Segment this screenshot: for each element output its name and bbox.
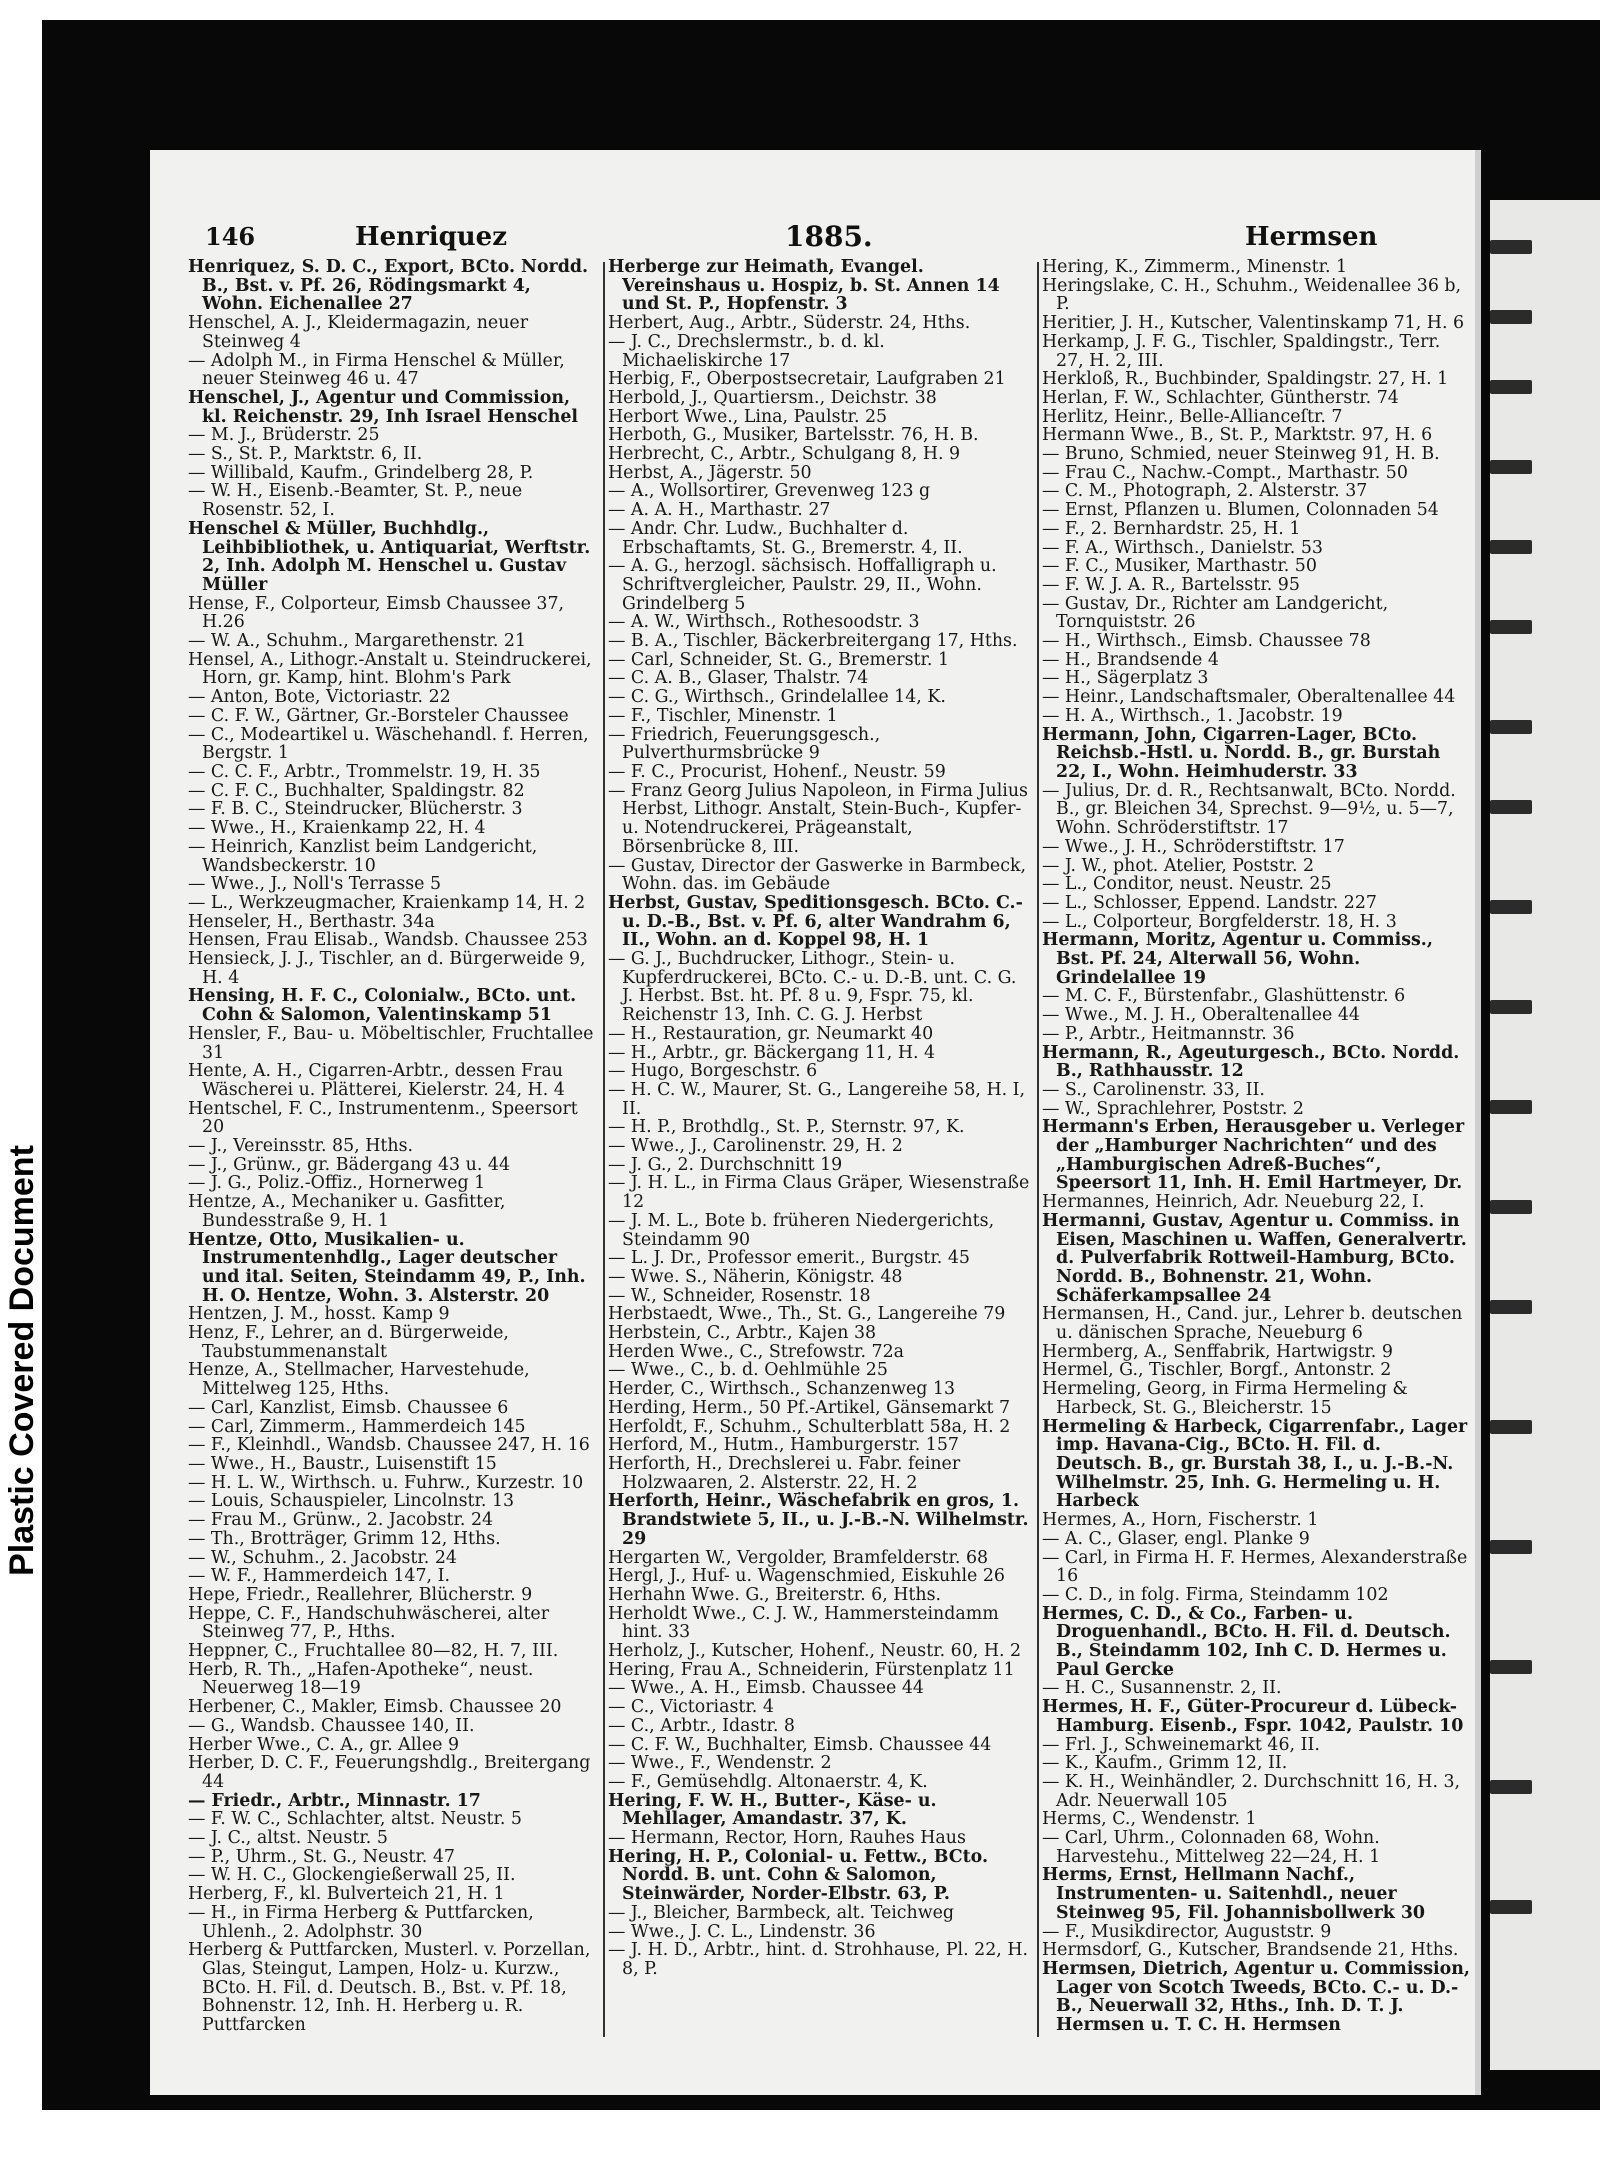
directory-entry: — Th., Brotträger, Grimm 12, Hths. (188, 1528, 501, 1549)
plastic-cover-label-text: Plastic Covered Document (2, 1144, 41, 1576)
directory-entry: Hepe, Friedr., Reallehrer, Blücherstr. 9 (188, 1584, 533, 1605)
directory-entry: Hentze, A., Mechaniker u. Gasfitter, Bundesstraße 9, H. 1 (188, 1192, 506, 1231)
directory-entry: — C. G., Wirthsch., Grindelallee 14, K. (608, 687, 946, 708)
directory-entry: Herbst, Gustav, Speditionsgesch. BCto. C.- u. D.-B., Bst. v. Pf. 6, alter Wandrahm 6, II., Wohn. an d. Koppel 98, H. 1 (608, 892, 1023, 951)
directory-entry: — H., Restauration, gr. Neumarkt 40 (608, 1023, 934, 1044)
directory-entry: — Wwe., J., Noll's Terrasse 5 (188, 874, 442, 895)
directory-entry: — W., Schuhm., 2. Jacobstr. 24 (188, 1547, 457, 1568)
directory-entry: Hermes, C. D., & Co., Farben- u. Droguenhandl., BCto. H. Fil. d. Deutsch. B., Steindamm 102, Inh C. D. Hermes u. Paul Gercke (1042, 1603, 1451, 1680)
directory-entry: Herbener, C., Makler, Eimsb. Chaussee 20 (188, 1697, 562, 1718)
column-3 (1042, 258, 1472, 2038)
directory-entry: Herkloß, R., Buchbinder, Spaldingstr. 27, H. 1 (1042, 369, 1449, 390)
directory-entry: — Carl, Schneider, St. G., Bremerstr. 1 (608, 649, 950, 670)
directory-entry: Herms, C., Wendenstr. 1 (1042, 1809, 1257, 1830)
directory-entry: — C., Modeartikel u. Wäschehandl. f. Herren, Bergstr. 1 (188, 724, 589, 764)
directory-entry: Hermannes, Heinrich, Adr. Neueburg 22, I. (1042, 1192, 1425, 1213)
directory-entry: Herding, Herm., 50 Pf.-Artikel, Gänsemarkt 7 (608, 1397, 1011, 1418)
directory-entry: — J. W., phot. Atelier, Poststr. 2 (1042, 855, 1315, 876)
header-left-word: Henriquez (355, 222, 507, 252)
directory-entry: Herhahn Wwe. G., Breiterstr. 6, Hths. (608, 1584, 942, 1605)
directory-entry: Hermansen, H., Cand. jur., Lehrer b. deutschen u. dänischen Sprache, Neueburg 6 (1042, 1304, 1463, 1344)
directory-entry: Herholz, J., Kutscher, Hohenf., Neustr. 60, H. 2 (608, 1641, 1022, 1662)
directory-entry: Henschel, A. J., Kleidermagazin, neuer Steinweg 4 (188, 313, 529, 352)
directory-entry: Herlitz, Heinr., Belle-Allianceſtr. 7 (1042, 406, 1343, 427)
next-page-edge (1490, 200, 1600, 2070)
header-year: 1885. (785, 220, 873, 253)
directory-entry: Hentze, Otto, Musikalien- u. Instrumentenhdlg., Lager deutscher und ital. Seiten, Steindamm 49, P., Inh. H. O. Hentze, Wohn. 3. Alsterstr. 20 (188, 1229, 586, 1306)
column-1 (188, 258, 596, 2038)
directory-entry: — W. H., Eisenb.-Beamter, St. P., neue Rosenstr. 52, I. (188, 481, 523, 521)
directory-entry: Heppe, C. F., Handschuhwäscherei, alter Steinweg 77, P., Hths. (188, 1603, 550, 1643)
directory-entry: Hermes, H. F., Güter-Procureur d. Lübeck-Hamburg. Eisenb., Fspr. 1042, Paulstr. 10 (1042, 1697, 1464, 1736)
directory-entry: — W., Schneider, Rosenstr. 18 (608, 1285, 871, 1306)
directory-entry: Hensing, H. F. C., Colonialw., BCto. unt. Cohn & Salomon, Valentinskamp 51 (188, 986, 577, 1026)
directory-entry: — P., Uhrm., St. G., Neustr. 47 (188, 1846, 455, 1867)
directory-entry: — Wwe., J. C. L., Lindenstr. 36 (608, 1921, 876, 1942)
directory-entry: — C. C. F., Arbtr., Trommelstr. 19, H. 35 (188, 761, 541, 782)
directory-entry: — H. C. W., Maurer, St. G., Langereihe 58, H. I, II. (608, 1079, 1026, 1119)
directory-entry: Hergarten W., Vergolder, Bramfelderstr. 68 (608, 1547, 989, 1568)
directory-entry: — J. H. L., in Firma Claus Gräper, Wiesenstraße 12 (608, 1173, 1030, 1213)
directory-entry: — J. H. D., Arbtr., hint. d. Strohhause, Pl. 22, H. 8, P. (608, 1940, 1029, 1979)
directory-entry: Hering, Frau A., Schneiderin, Fürstenplatz 11 (608, 1659, 1015, 1680)
directory-entry: — Hugo, Borgeschstr. 6 (608, 1061, 818, 1082)
directory-entry: — Frau C., Nachw.-Compt., Marthastr. 50 (1042, 462, 1408, 483)
directory-entry: Hentschel, F. C., Instrumentenm., Speersort 20 (188, 1098, 578, 1138)
directory-entry: Heringslake, C. H., Schuhm., Weidenallee 36 b, P. (1042, 275, 1462, 315)
directory-entry: — C. F. C., Buchhalter, Spaldingstr. 82 (188, 780, 525, 801)
column-2 (608, 258, 1030, 2038)
directory-entry: Herberge zur Heimath, Evangel. Vereinshaus u. Hospiz, b. St. Annen 14 und St. P., Hopfenstr. 3 (608, 258, 1000, 315)
directory-entry: Hentzen, J. M., hosst. Kamp 9 (188, 1304, 450, 1325)
directory-entry: — A. C., Glaser, engl. Planke 9 (1042, 1528, 1310, 1549)
directory-entry: — H., Arbtr., gr. Bäckergang 11, H. 4 (608, 1042, 936, 1063)
directory-entry: Heppner, C., Fruchtallee 80—82, H. 7, III. (188, 1641, 559, 1662)
directory-entry: — F. C., Procurist, Hohenf., Neustr. 59 (608, 761, 946, 782)
directory-entry: Henseler, H., Berthastr. 34a (188, 911, 435, 932)
directory-entry: — A., Wollsortirer, Grevenweg 123 g (608, 481, 931, 502)
directory-entry: — G., Wandsb. Chaussee 140, II. (188, 1715, 475, 1736)
directory-entry: — Wwe., J. H., Schröderstiftstr. 17 (1042, 836, 1345, 857)
directory-entry: — Gustav, Dr., Richter am Landgericht, Tornquiststr. 26 (1042, 593, 1389, 633)
directory-entry: — L., Werkzeugmacher, Kraienkamp 14, H. 2 (188, 892, 586, 913)
directory-entry: Herbstaedt, Wwe., Th., St. G., Langereihe 79 (608, 1304, 1006, 1325)
directory-entry: — F. B. C., Steindrucker, Blücherstr. 3 (188, 799, 523, 820)
directory-entry: — H., Brandsende 4 (1042, 649, 1219, 670)
directory-entry: — J. G., Poliz.-Offiz., Hornerweg 1 (188, 1173, 486, 1194)
directory-entry: — Wwe., J., Carolinenstr. 29, H. 2 (608, 1136, 903, 1157)
directory-entry: — Carl, in Firma H. F. Hermes, Alexanderstraße 16 (1042, 1547, 1468, 1587)
directory-entry: Herboth, G., Musiker, Bartelsstr. 76, H. B. (608, 425, 979, 446)
directory-entry: Hermanni, Gustav, Agentur u. Commiss. in Eisen, Maschinen u. Waffen, Generalvertr. d. Pulverfabrik Rottweil-Hamburg, BCto. Nordd. B., Bohnenstr. 21, Wohn. Schäferkampsallee 24 (1042, 1210, 1467, 1306)
directory-entry: — S., Carolinenstr. 33, II. (1042, 1079, 1265, 1100)
directory-entry: Hering, H. P., Colonial- u. Fettw., BCto. Nordd. B. unt. Cohn & Salomon, Steinwärder, Norder-Elbstr. 63, P. (608, 1846, 989, 1905)
directory-entry: — C. F. W., Buchhalter, Eimsb. Chaussee 44 (608, 1734, 992, 1755)
directory-entry: — Bruno, Schmied, neuer Steinweg 91, H. B. (1042, 444, 1440, 465)
directory-entry: Heritier, J. H., Kutscher, Valentinskamp 71, H. 6 (1042, 313, 1465, 334)
directory-entry: — F. W. J. A. R., Bartelsstr. 95 (1042, 574, 1300, 595)
directory-entry: Hensieck, J. J., Tischler, an d. Bürgerweide 9, H. 4 (188, 949, 586, 988)
directory-entry: — H. L. W., Wirthsch. u. Fuhrw., Kurzestr. 10 (188, 1472, 584, 1493)
directory-entry: Hermberg, A., Senffabrik, Hartwigstr. 9 (1042, 1341, 1393, 1362)
directory-entry: — Heinr., Landschaftsmaler, Oberaltenallee 44 (1042, 687, 1456, 708)
directory-entry: Herforth, H., Drechslerei u. Fabr. feiner Holzwaaren, 2. Alsterstr. 22, H. 2 (608, 1454, 961, 1493)
directory-entry: — Gustav, Director der Gaswerke in Barmbeck, Wohn. das. im Gebäude (608, 855, 1027, 895)
directory-entry: — Wwe., F., Wendenstr. 2 (608, 1753, 832, 1774)
directory-entry: — Wwe., A. H., Eimsb. Chaussee 44 (608, 1678, 924, 1699)
directory-entry: Hergl, J., Huf- u. Wagenschmied, Eiskuhle 26 (608, 1566, 1005, 1587)
directory-entry: Herbort Wwe., Lina, Paulstr. 25 (608, 406, 888, 427)
directory-entry: — C., Arbtr., Idastr. 8 (608, 1715, 795, 1736)
directory-entry: Herbstein, C., Arbtr., Kajen 38 (608, 1323, 877, 1344)
directory-entry: Hermes, A., Horn, Fischerstr. 1 (1042, 1510, 1319, 1531)
directory-entry: — Wwe., C., b. d. Oehlmühle 25 (608, 1360, 888, 1381)
page-number: 146 (205, 222, 256, 251)
directory-entry: — Louis, Schauspieler, Lincolnstr. 13 (188, 1491, 515, 1512)
directory-entry: Hering, K., Zimmerm., Minenstr. 1 (1042, 258, 1348, 277)
directory-entry: Herb, R. Th., „Hafen-Apotheke“, neust. Neuerweg 18—19 (188, 1659, 534, 1699)
header-right-word: Hermsen (1245, 222, 1378, 252)
directory-entry: Hermel, G., Tischler, Borgf., Antonstr. 2 (1042, 1360, 1392, 1381)
directory-entry: — L., Colporteur, Borgfelderstr. 18, H. 3 (1042, 911, 1397, 932)
directory-entry: Hermeling & Harbeck, Cigarrenfabr., Lager imp. Havana-Cig., BCto. H. Fil. d. Deutsch. B., gr. Burstah 38, I., u. J.-B.-N. Wilhelmstr. 25, Inh. G. Hermeling u. H. Harbeck (1042, 1416, 1468, 1512)
directory-entry: — H. C., Susannenstr. 2, II. (1042, 1678, 1282, 1699)
directory-entry: Hente, A. H., Cigarren-Arbtr., dessen Frau Wäscherei u. Plätterei, Kielerstr. 24, H. 4 (188, 1061, 565, 1100)
directory-entry: Herbrecht, C., Arbtr., Schulgang 8, H. 9 (608, 444, 961, 465)
directory-entry: — J. M. L., Bote b. früheren Niedergerichts, Steindamm 90 (608, 1210, 995, 1250)
directory-entry: — Adolph M., in Firma Henschel & Müller, neuer Steinweg 46 u. 47 (188, 350, 565, 390)
directory-entry: Hermann's Erben, Herausgeber u. Verleger der „Hamburger Nachrichten“ und des „Hamburgischen Adreß-Buches“, Speersort 11, Inh. H. Emil Hartmeyer, Dr. (1042, 1117, 1465, 1194)
directory-entry: — G. J., Buchdrucker, Lithogr., Stein- u. Kupferdruckerei, BCto. C.- u. D.-B. unt. C. G. J. Herbst. Bst. ht. Pf. 8 u. 9, Fspr. 75, kl. Reichenstr 13, Inh. C. G. J. Herbst (608, 949, 1017, 1026)
directory-entry: — Carl, Zimmerm., Hammerdeich 145 (188, 1416, 526, 1437)
directory-entry: — A. G., herzogl. sächsisch. Hoffalligraph u. Schriftvergleicher, Paulstr. 29, II., Wohn. Grindelberg 5 (608, 556, 997, 614)
plastic-cover-label (2, 1030, 42, 1690)
directory-entry: Hermann, John, Cigarren-Lager, BCto. Reichsb.-Hstl. u. Nordd. B., gr. Burstah 22, I., Wohn. Heimhuderstr. 33 (1042, 724, 1441, 782)
directory-entry: — Anton, Bote, Victoriastr. 22 (188, 687, 451, 708)
directory-columns (188, 258, 1473, 2038)
directory-entry: — F. C., Musiker, Marthastr. 50 (1042, 556, 1317, 577)
directory-entry: — M. C. F., Bürstenfabr., Glashüttenstr. 6 (1042, 986, 1406, 1007)
directory-entry: — Friedr., Arbtr., Minnastr. 17 (188, 1790, 481, 1811)
directory-entry: — C. D., in folg. Firma, Steindamm 102 (1042, 1584, 1389, 1605)
directory-entry: — C. F. W., Gärtner, Gr.-Borsteler Chaussee (188, 705, 569, 726)
directory-entry: Herden Wwe., C., Strefowstr. 72a (608, 1341, 904, 1362)
directory-entry: — J., Bleicher, Barmbeck, alt. Teichweg (608, 1902, 955, 1923)
directory-entry: — Andr. Chr. Ludw., Buchhalter d. Erbschaftamts, St. G., Bremerstr. 4, II. (608, 518, 963, 558)
directory-entry: Herbert, Aug., Arbtr., Süderstr. 24, Hths. (608, 313, 971, 334)
directory-entry: — L. J. Dr., Professor emerit., Burgstr. 45 (608, 1248, 970, 1269)
directory-entry: — F. A., Wirthsch., Danielstr. 53 (1042, 537, 1323, 558)
directory-entry: — Frl. J., Schweinemarkt 46, II. (1042, 1734, 1320, 1755)
directory-entry: — C., Victoriastr. 4 (608, 1697, 774, 1718)
directory-entry: Hermann Wwe., B., St. P., Marktstr. 97, H. 6 (1042, 425, 1433, 446)
directory-entry: — Franz Georg Julius Napoleon, in Firma Julius Herbst, Lithogr. Anstalt, Stein-Buch-, Kupfer- u. Notendruckerei, Prägeanstalt, Börsenbrücke 8, III. (608, 780, 1028, 857)
directory-entry: — J. C., Drechslermstr., b. d. kl. Michaeliskirche 17 (608, 331, 885, 371)
directory-entry: — Heinrich, Kanzlist beim Landgericht, Wandsbeckerstr. 10 (188, 836, 538, 876)
page-header (205, 218, 1470, 258)
directory-entry: — H., in Firma Herberg & Puttfarcken, Uhlenh., 2. Adolphstr. 30 (188, 1902, 534, 1942)
directory-entry: Herberg, F., kl. Bulverteich 21, H. 1 (188, 1884, 505, 1905)
directory-entry: Henze, A., Stellmacher, Harvestehude, Mittelweg 125, Hths. (188, 1360, 530, 1400)
directory-entry: — F., Musikdirector, Auguststr. 9 (1042, 1921, 1332, 1942)
directory-entry: — F., 2. Bernhardstr. 25, H. 1 (1042, 518, 1301, 539)
directory-entry: — J. C., altst. Neustr. 5 (188, 1828, 388, 1849)
directory-entry: Henschel, J., Agentur und Commission, kl. Reichenstr. 29, Inh Israel Henschel (188, 387, 579, 427)
directory-entry: — S., St. P., Marktstr. 6, II. (188, 444, 423, 465)
directory-entry: — W. H. C., Glockengießerwall 25, II. (188, 1865, 516, 1886)
directory-entry: Herforth, Heinr., Wäschefabrik en gros, 1. Brandstwiete 5, II., u. J.-B.-N. Wilhelmstr. 29 (608, 1491, 1029, 1549)
directory-entry: — F. W. C., Schlachter, altst. Neustr. 5 (188, 1809, 522, 1830)
directory-entry: — W., Sprachlehrer, Poststr. 2 (1042, 1098, 1304, 1119)
directory-entry: — B. A., Tischler, Bäckerbreitergang 17, Hths. (608, 631, 1018, 652)
directory-entry: — F., Kleinhdl., Wandsb. Chaussee 247, H. 16 (188, 1435, 590, 1456)
directory-entry: — L., Conditor, neust. Neustr. 25 (1042, 874, 1332, 895)
directory-entry: — Frau M., Grünw., 2. Jacobstr. 24 (188, 1510, 494, 1531)
directory-entry: — C. A. B., Glaser, Thalstr. 74 (608, 668, 869, 689)
directory-entry: — J. G., 2. Durchschnitt 19 (608, 1154, 843, 1175)
directory-entry: Hermsdorf, G., Kutscher, Brandsende 21, Hths. (1042, 1940, 1459, 1961)
directory-entry: — K., Kaufm., Grimm 12, II. (1042, 1753, 1288, 1774)
directory-entry: Hermann, Moritz, Agentur u. Commiss., Bst. Pf. 24, Alterwall 56, Wohn. Grindelallee 19 (1042, 930, 1433, 988)
directory-entry: Hermeling, Georg, in Firma Hermeling & Harbeck, St. G., Bleicherstr. 15 (1042, 1379, 1408, 1418)
directory-entry: Hering, F. W. H., Butter-, Käse- u. Mehllager, Amandastr. 37, K. (608, 1790, 937, 1830)
directory-entry: Herber, D. C. F., Feuerungshdlg., Breitergang 44 (188, 1753, 591, 1792)
directory-entry: Hense, F., Colporteur, Eimsb Chaussee 37, H.26 (188, 593, 565, 633)
directory-entry: — A. W., Wirthsch., Rothesoodstr. 3 (608, 612, 920, 633)
directory-entry: Hensen, Frau Elisab., Wandsb. Chaussee 253 (188, 930, 588, 951)
directory-entry: — Willibald, Kaufm., Grindelberg 28, P. (188, 462, 534, 483)
directory-entry: — J., Vereinsstr. 85, Hths. (188, 1136, 414, 1157)
directory-entry: — J., Grünw., gr. Bädergang 43 u. 44 (188, 1154, 511, 1175)
directory-entry: — K. H., Weinhändler, 2. Durchschnitt 16, H. 3, Adr. Neuerwall 105 (1042, 1771, 1461, 1811)
directory-entry: Hermann, R., Ageuturgesch., BCto. Nordd. B., Rathhausstr. 12 (1042, 1042, 1460, 1082)
directory-entry: — Friedrich, Feuerungsgesch., Pulverthurmsbrücke 9 (608, 724, 881, 764)
directory-entry: — H. A., Wirthsch., 1. Jacobstr. 19 (1042, 705, 1343, 726)
directory-entry: — Carl, Uhrm., Colonnaden 68, Wohn. Harvestehu., Mittelweg 22—24, H. 1 (1042, 1828, 1381, 1867)
directory-entry: — H., Wirthsch., Eimsb. Chaussee 78 (1042, 631, 1371, 652)
directory-entry: — Carl, Kanzlist, Eimsb. Chaussee 6 (188, 1397, 509, 1418)
directory-entry: — Ernst, Pflanzen u. Blumen, Colonnaden 54 (1042, 500, 1439, 521)
directory-entry: Henz, F., Lehrer, an d. Bürgerweide, Taubstummenanstalt (188, 1323, 509, 1362)
directory-entry: — F., Tischler, Minenstr. 1 (608, 705, 838, 726)
directory-entry: Herbig, F., Oberpostsecretair, Laufgraben 21 (608, 369, 1006, 390)
directory-entry: Herbold, J., Quartiersm., Deichstr. 38 (608, 387, 937, 408)
directory-entry: Herford, M., Hutm., Hamburgerstr. 157 (608, 1435, 959, 1456)
directory-entry: — F., Gemüsehdlg. Altonaerstr. 4, K. (608, 1771, 928, 1792)
directory-entry: — Wwe. S., Näherin, Königstr. 48 (608, 1266, 903, 1287)
directory-entry: Herbst, A., Jägerstr. 50 (608, 462, 812, 483)
directory-entry: — M. J., Brüderstr. 25 (188, 425, 380, 446)
directory-entry: Herfoldt, F., Schuhm., Schulterblatt 58a, H. 2 (608, 1416, 1011, 1437)
directory-entry: — C. M., Photograph, 2. Alsterstr. 37 (1042, 481, 1368, 502)
directory-entry: Henschel & Müller, Buchhdlg., Leihbibliothek, u. Antiquariat, Werftstr. 2, Inh. Adolph M. Henschel u. Gustav Müller (188, 518, 591, 595)
directory-entry: — H. P., Brothdlg., St. P., Sternstr. 97, K. (608, 1117, 965, 1138)
directory-entry: Hensler, F., Bau- u. Möbeltischler, Fruchtallee 31 (188, 1023, 594, 1063)
directory-entry: Hensel, A., Lithogr.-Anstalt u. Steindruckerei, Horn, gr. Kamp, hint. Blohm's Park (188, 649, 592, 689)
directory-entry: Henriquez, S. D. C., Export, BCto. Nordd. B., Bst. v. Pf. 26, Rödingsmarkt 4, Wohn. Eichenallee 27 (188, 258, 589, 315)
directory-entry: Herberg & Puttfarcken, Musterl. v. Porzellan, Glas, Steingut, Lampen, Holz- u. Kurzw., BCto. H. Fil. d. Deutsch. B., Bst. v. Pf. 18, Bohnenstr. 12, Inh. H. Herberg u. R. Puttfarcken (188, 1940, 591, 2036)
directory-entry: Herholdt Wwe., C. J. W., Hammersteindamm hint. 33 (608, 1603, 999, 1643)
directory-entry: — Julius, Dr. d. R., Rechtsanwalt, BCto. Nordd. B., gr. Bleichen 34, Sprechst. 9—9½, u. 5—7, Wohn. Schröderstiftstr. 17 (1042, 780, 1456, 839)
directory-entry: — Wwe., M. J. H., Oberaltenallee 44 (1042, 1005, 1360, 1026)
directory-entry: — W. A., Schuhm., Margarethenstr. 21 (188, 631, 527, 652)
directory-entry: Herlan, F. W., Schlachter, Güntherstr. 74 (1042, 387, 1399, 408)
directory-entry: — L., Schlosser, Eppend. Landstr. 227 (1042, 892, 1377, 913)
directory-entry: — H., Sägerplatz 3 (1042, 668, 1209, 689)
directory-entry: — W. F., Hammerdeich 147, I. (188, 1566, 450, 1587)
directory-entry: Herkamp, J. F. G., Tischler, Spaldingstr., Terr. 27, H. 2, III. (1042, 331, 1441, 371)
directory-entry: — Hermann, Rector, Horn, Rauhes Haus (608, 1828, 966, 1849)
directory-entry: — Wwe., H., Kraienkamp 22, H. 4 (188, 818, 486, 839)
directory-entry: — Wwe., H., Baustr., Luisenstift 15 (188, 1454, 497, 1474)
directory-entry: Herder, C., Wirthsch., Schanzenweg 13 (608, 1379, 956, 1400)
directory-entry: Herms, Ernst, Hellmann Nachf., Instrumenten- u. Saitenhdl., neuer Steinweg 95, Fil. Johannisbollwerk 30 (1042, 1865, 1426, 1923)
directory-entry: — P., Arbtr., Heitmannstr. 36 (1042, 1023, 1295, 1044)
directory-entry: Herber Wwe., C. A., gr. Allee 9 (188, 1734, 460, 1755)
directory-entry: — A. A. H., Marthastr. 27 (608, 500, 831, 521)
directory-entry: Hermsen, Dietrich, Agentur u. Commission, Lager von Scotch Tweeds, BCto. C.- u. D.-B., Neuerwall 32, Hths., Inh. D. T. J. Hermsen u. T. C. H. Hermsen (1042, 1958, 1470, 2036)
